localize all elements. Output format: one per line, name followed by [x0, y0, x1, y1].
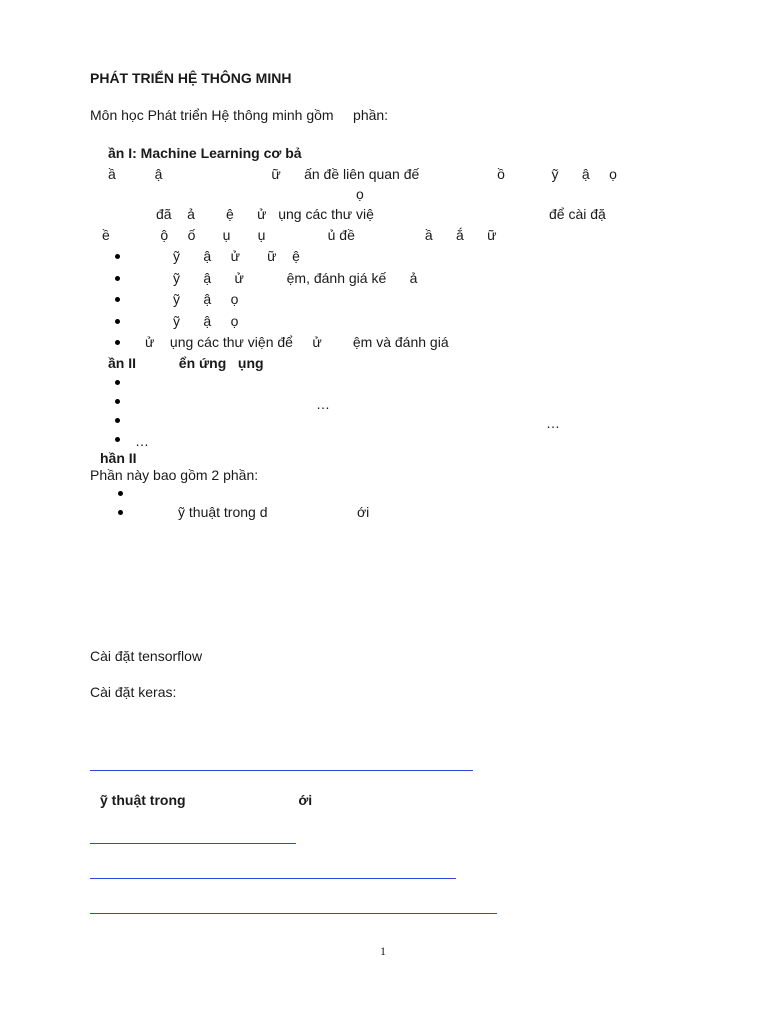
- bullet-dot: [115, 276, 120, 281]
- part1-bullet-4: ỹ ậ ọ: [173, 313, 239, 329]
- part1-bullet-5: ử ụng các thư viện để ử ệm và đánh giá: [145, 334, 449, 350]
- part3-bullet-2: ỹ thuật trong d ới: [178, 504, 370, 520]
- link-underline-rule[interactable]: [90, 878, 456, 879]
- bullet-dot: [115, 297, 120, 302]
- part2-bullet-3: …: [546, 415, 560, 431]
- part1-bullet-3: ỹ ậ ọ: [173, 291, 239, 307]
- intro-text: Môn học Phát triển Hệ thông minh gồm phần:: [90, 107, 389, 123]
- link-underline-rule[interactable]: [90, 770, 473, 771]
- bullet-dot: [115, 319, 120, 324]
- part3-description: Phần này bao gồm 2 phần:: [90, 467, 259, 483]
- part1-bullet-2: ỹ ậ ử ệm, đánh giá kế ả: [173, 270, 418, 286]
- bullet-dot: [118, 491, 123, 496]
- link-underline-rule[interactable]: [90, 913, 497, 914]
- part1-heading: ần I: Machine Learning cơ bả: [108, 145, 302, 161]
- part1-paragraph2-line2: ề ộ ố ụ ụ ủ đề ầ ắ ữ: [102, 227, 497, 243]
- page-title: PHÁT TRIỂN HỆ THÔNG MINH: [90, 70, 292, 86]
- part2-bullet-2: …: [316, 396, 330, 412]
- install-tensorflow-text: Cài đặt tensorflow: [90, 648, 203, 664]
- link-underline-rule[interactable]: [90, 843, 296, 844]
- bullet-dot: [118, 510, 123, 515]
- part1-paragraph2-line1: đã ả ệ ử ụng các thư việ để cài đặ: [156, 206, 606, 222]
- bullet-dot: [115, 399, 120, 404]
- part3-heading: hần II: [100, 450, 137, 466]
- part1-paragraph1-line1: ầ ậ ữ ấn đề liên quan đế ồ ỹ ậ ọ: [108, 166, 617, 182]
- install-keras-text: Cài đặt keras:: [90, 684, 177, 700]
- part2-bullet-4: …: [135, 433, 149, 449]
- bullet-dot: [115, 254, 120, 259]
- part2-heading: ần II ển ứng ụng: [108, 355, 264, 371]
- part1-bullet-1: ỹ ậ ử ữ ệ: [173, 248, 300, 264]
- bullet-dot: [115, 380, 120, 385]
- section-heading: ỹ thuật trong ới: [100, 792, 313, 808]
- bullet-dot: [115, 340, 120, 345]
- bullet-dot: [115, 437, 120, 442]
- page-number: 1: [380, 944, 386, 958]
- part1-paragraph1-line2: ọ: [356, 186, 364, 202]
- bullet-dot: [115, 418, 120, 423]
